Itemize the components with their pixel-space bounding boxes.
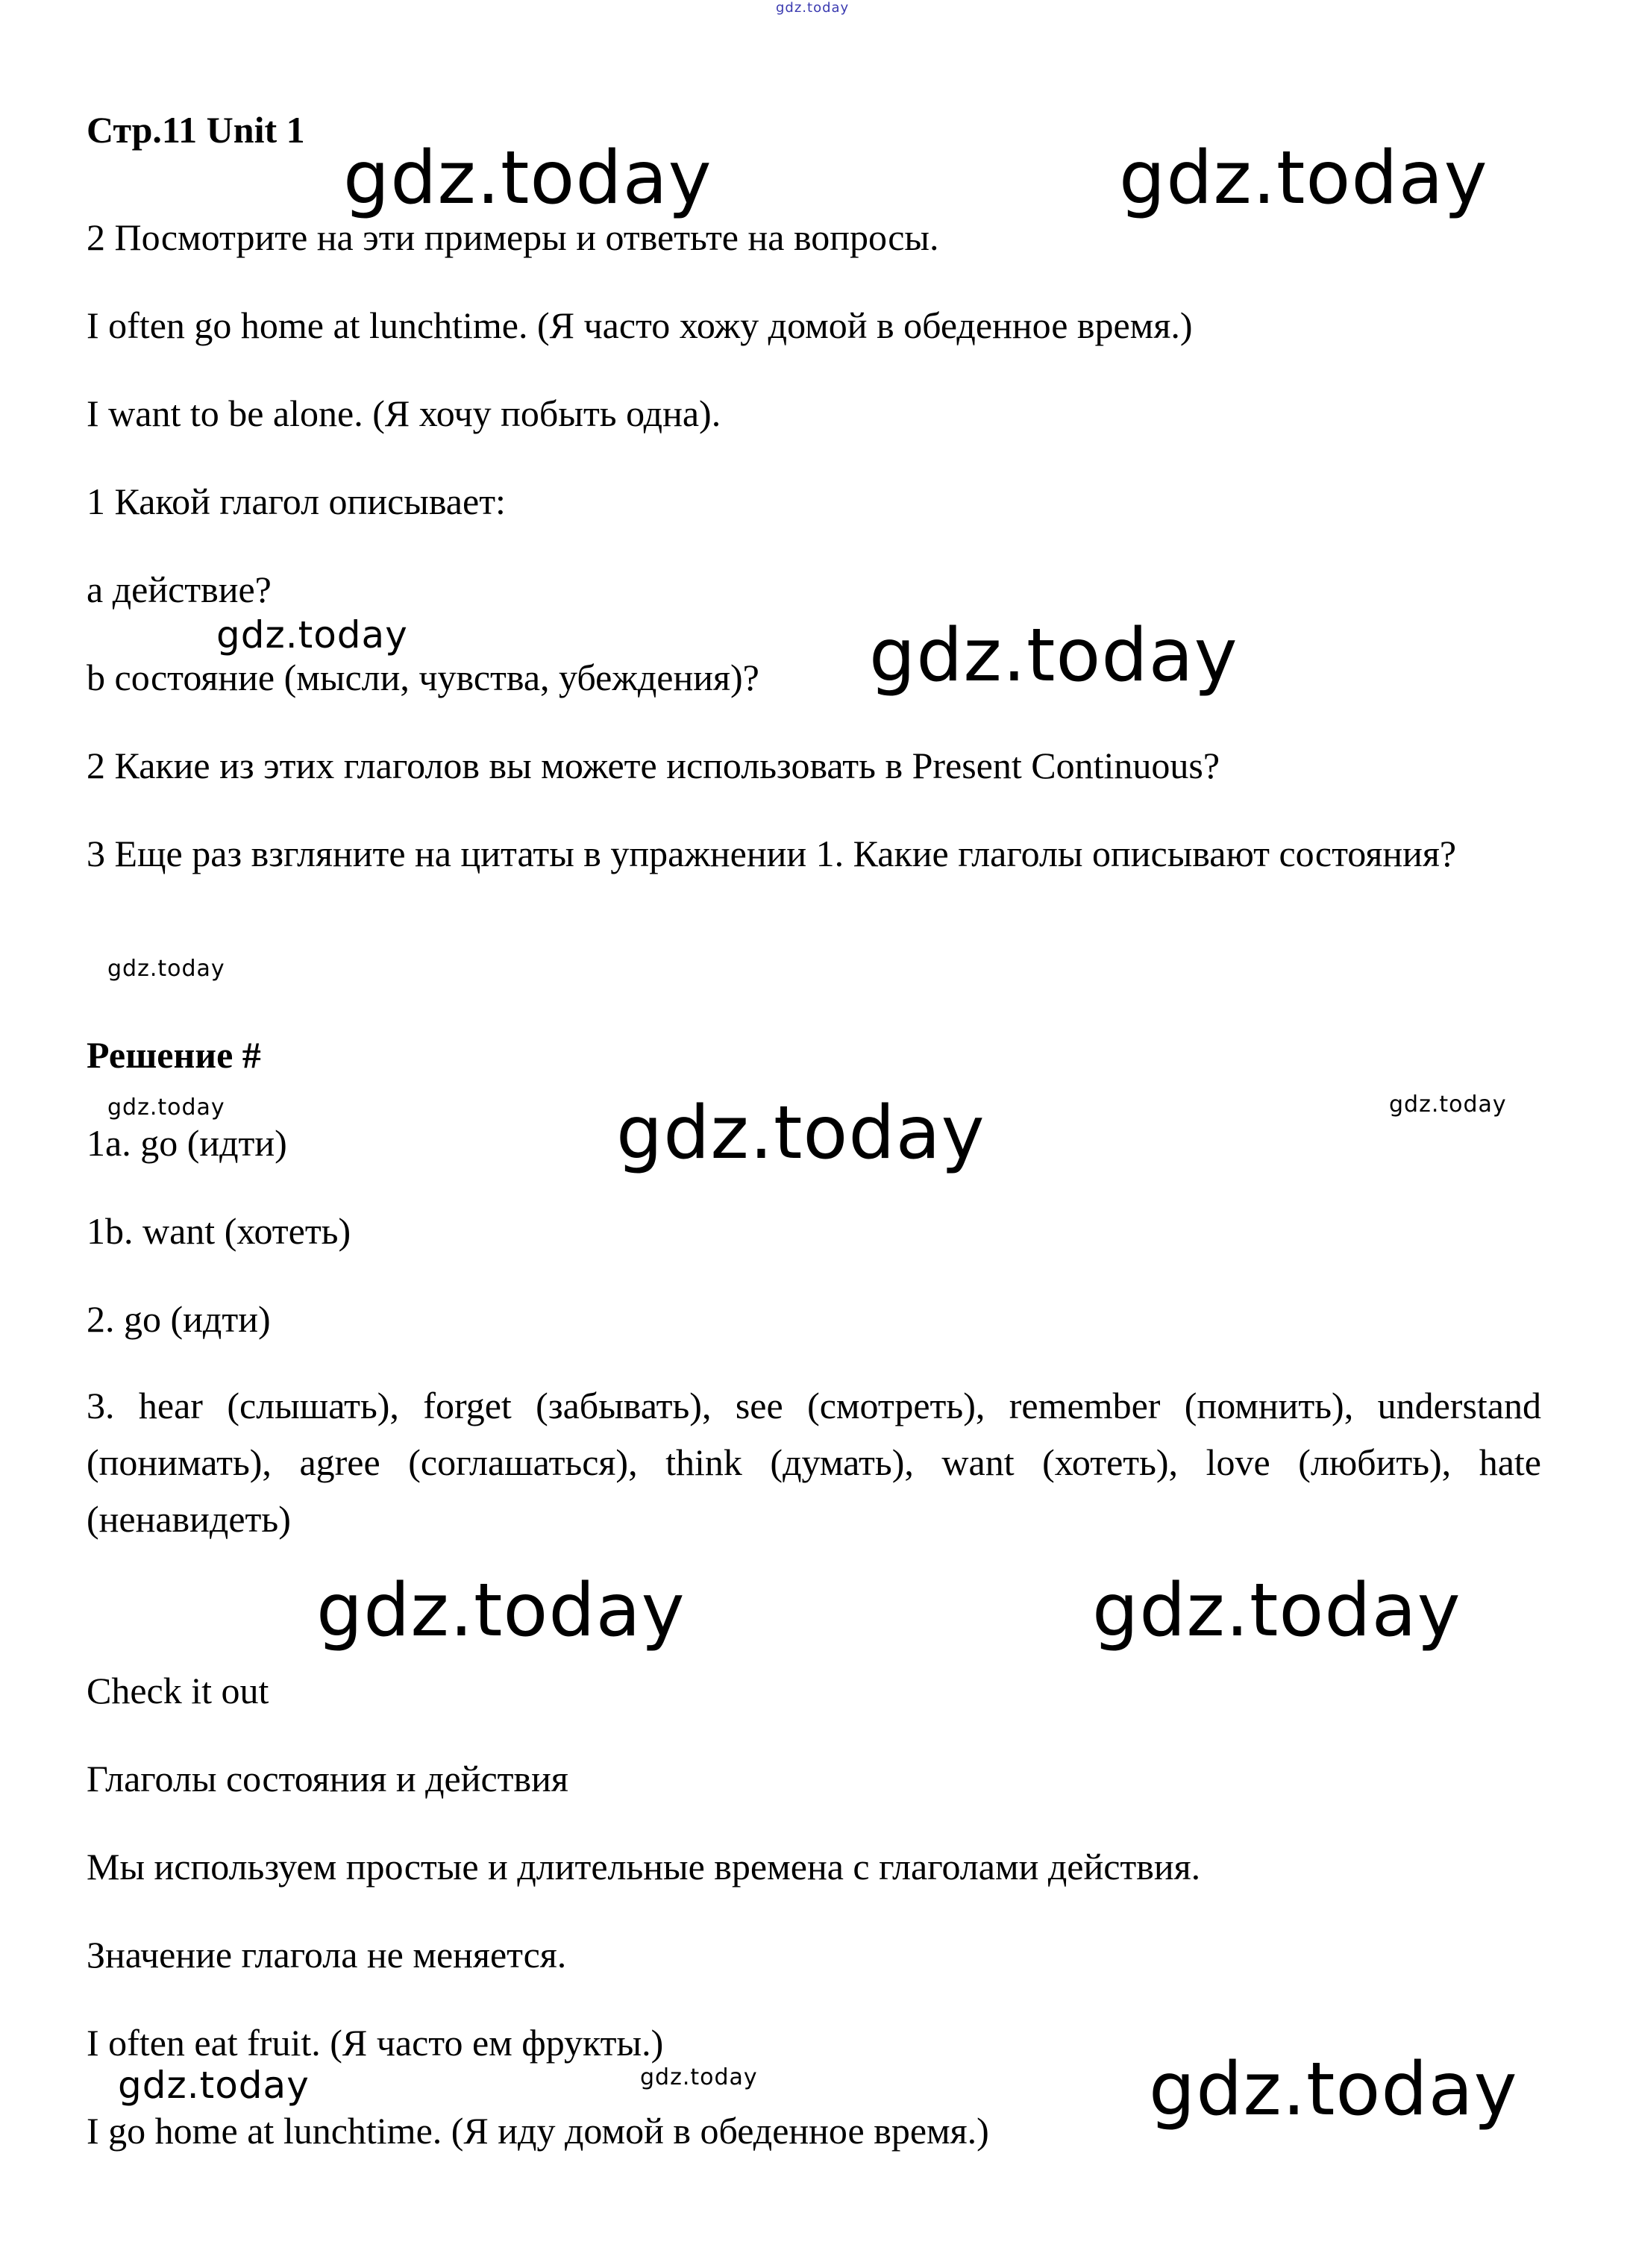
watermark: gdz.today xyxy=(1389,1091,1507,1118)
task-question-1a: a действие? xyxy=(87,568,272,610)
watermark: gdz.today xyxy=(107,1094,225,1121)
solution-heading: Решение # xyxy=(87,1034,261,1076)
check-example-2: I go home at lunchtime. (Я иду домой в обеденное время.) xyxy=(87,2110,989,2152)
check-example-1: I often eat fruit. (Я часто ем фрукты.) xyxy=(87,2022,664,2064)
check-rule-2: Значение глагола не меняется. xyxy=(87,1934,567,1976)
task-intro: 2 Посмотрите на эти примеры и ответьте на вопросы. xyxy=(87,216,939,258)
solution-answer-2: 2. go (идти) xyxy=(87,1298,271,1340)
solution-answer-1b: 1b. want (хотеть) xyxy=(87,1210,351,1252)
watermark: gdz.today xyxy=(1149,2047,1518,2132)
solution-answer-3: 3. hear (слышать), forget (забывать), see (смотреть), remember (помнить), understand (понимать), agree (соглашаться), think (думать), want (хотеть), love (любить), hate (ненавидеть) xyxy=(87,1385,1541,1540)
check-subheading: Глаголы состояния и действия xyxy=(87,1758,568,1799)
watermark: gdz.today xyxy=(640,2064,758,2090)
page-title: Стр.11 Unit 1 xyxy=(87,109,305,151)
watermark: gdz.today xyxy=(1119,136,1488,221)
watermark: gdz.today xyxy=(343,136,712,221)
task-question-3: 3 Еще раз взгляните на цитаты в упражнении 1. Какие глаголы описывают состояния? xyxy=(87,833,1457,874)
task-question-2: 2 Какие из этих глаголов вы можете использовать в Present Continuous? xyxy=(87,745,1220,786)
watermark: gdz.today xyxy=(107,956,225,982)
task-example-2: I want to be alone. (Я хочу побыть одна). xyxy=(87,392,721,434)
task-question-1: 1 Какой глагол описывает: xyxy=(87,480,506,522)
check-rule-1: Мы используем простые и длительные времена с глаголами действия. xyxy=(87,1846,1201,1888)
task-question-1b: b состояние (мысли, чувства, убеждения)? xyxy=(87,657,759,698)
watermark: gdz.today xyxy=(869,613,1238,698)
watermark: gdz.today xyxy=(118,2064,310,2107)
task-example-1: I often go home at lunchtime. (Я часто хожу домой в обеденное время.) xyxy=(87,304,1193,346)
check-heading: Check it out xyxy=(87,1670,269,1711)
solution-answer-1a: 1a. go (идти) xyxy=(87,1122,287,1164)
watermark: gdz.today xyxy=(1092,1568,1461,1653)
watermark: gdz.today xyxy=(316,1568,686,1653)
watermark: gdz.today xyxy=(616,1091,985,1176)
watermark-top: gdz.today xyxy=(776,0,850,16)
watermark: gdz.today xyxy=(216,613,408,657)
